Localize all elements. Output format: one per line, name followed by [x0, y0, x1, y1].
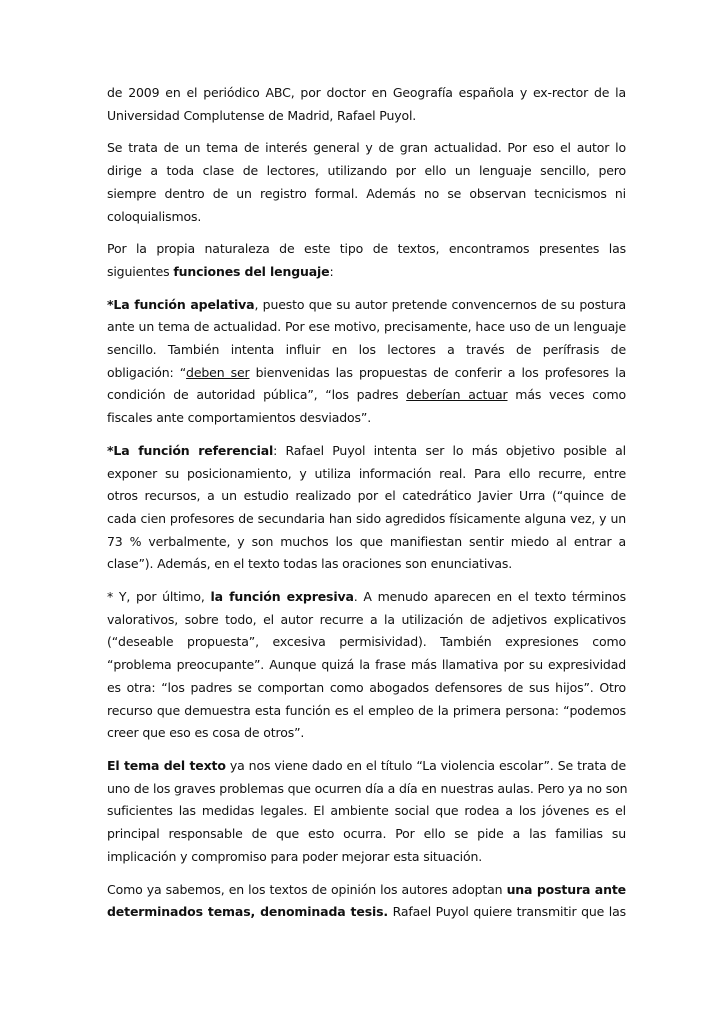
text-run: Como ya sabemos, en los textos de opinión los autores adoptan — [107, 881, 507, 897]
text-run: condición de autoridad pública”, “los padres — [107, 387, 407, 403]
text-run: , puesto que su autor pretende convencernos de su postura — [254, 296, 626, 312]
text-run: Se trata de un tema de interés general y de gran actualidad. Por eso el autor lo — [107, 140, 626, 156]
document-page — [107, 82, 626, 934]
text-run: implicación y compromiso para poder mejorar esta situación. — [107, 848, 483, 864]
bold-text: determinados temas, denominada tesis. — [107, 904, 389, 920]
bold-text: El tema del texto — [107, 757, 226, 773]
text-run: cada cien profesores de secundaria han sido agredidos físicamente alguna vez, y un — [107, 510, 626, 526]
text-run: obligación: “ — [107, 364, 187, 380]
text-run: (“deseable propuesta”, excesiva permisividad). También expresiones como — [107, 634, 626, 650]
text-run: más veces como — [507, 387, 626, 403]
text-run: principal responsable de que esto ocurra. Por ello se pide a las familias su — [107, 826, 626, 842]
text-line — [107, 238, 626, 261]
bold-text: la función expresiva — [210, 589, 354, 605]
bold-text: funciones del lenguaje — [173, 263, 330, 279]
text-line — [107, 485, 626, 508]
text-run: * Y, por último, — [107, 589, 211, 605]
text-run: “problema preocupante”. Aunque quizá la frase más llamativa por su expresividad — [107, 657, 626, 673]
text-run: siempre dentro de un registro formal. Además no se observan tecnicismos ni — [107, 185, 626, 201]
paragraph — [107, 879, 626, 924]
text-run: : — [329, 263, 334, 279]
text-line — [107, 631, 626, 654]
text-line — [107, 553, 626, 576]
text-run: . A menudo aparecen en el texto términos — [353, 589, 627, 605]
text-run: sencillo. También intenta influir en los lectores a través de perífrasis de — [107, 342, 626, 358]
text-run: uno de los graves problemas que ocurren día a día en nuestras aulas. Pero ya no son — [107, 780, 628, 796]
text-run: : Rafael Puyol intenta ser lo más objetivo posible al — [273, 442, 626, 458]
text-line — [107, 362, 626, 385]
text-line — [107, 586, 626, 609]
text-run: Por la propia naturaleza de este tipo de textos, encontramos presentes las — [107, 241, 626, 257]
text-line — [107, 879, 626, 902]
text-run: de 2009 en el periódico ABC, por doctor en Geografía española y ex-rector de la — [107, 85, 626, 100]
paragraph — [107, 137, 626, 228]
bold-text: *La función apelativa — [107, 296, 255, 312]
text-run: valorativos, sobre todo, el autor recurre a la utilización de adjetivos explicativos — [107, 611, 626, 627]
text-run: fiscales ante comportamientos desviados”. — [107, 410, 372, 426]
text-run: recurso que demuestra esta función es el empleo de la primera persona: “podemos — [107, 702, 626, 718]
text-line — [107, 137, 626, 160]
text-run: siguientes — [107, 263, 174, 279]
text-line — [107, 531, 626, 554]
text-line — [107, 294, 626, 317]
text-run: ante un tema de actualidad. Por ese motivo, precisamente, hace uso de un lenguaje — [107, 319, 626, 335]
text-run: dirige a toda clase de lectores, utilizando por ello un lenguaje sencillo, pero — [107, 163, 626, 179]
text-line — [107, 206, 626, 229]
underlined-text: deberían actuar — [406, 387, 508, 403]
text-line — [107, 755, 626, 778]
text-run: ya nos viene dado en el título “La violencia escolar”. Se trata de — [225, 757, 626, 773]
text-run: otros recursos, a un estudio realizado por el catedrático Javier Urra (“quince de — [107, 488, 626, 504]
text-line — [107, 901, 626, 924]
text-line — [107, 384, 626, 407]
text-line — [107, 160, 626, 183]
paragraph — [107, 238, 626, 283]
text-run: clase”). Además, en el texto todas las oraciones son enunciativas. — [107, 556, 513, 572]
text-line — [107, 105, 626, 128]
text-line — [107, 82, 626, 105]
paragraph — [107, 294, 626, 430]
text-run: Universidad Complutense de Madrid, Rafael Puyol. — [107, 107, 417, 123]
text-run: suficientes las medidas legales. El ambiente social que rodea a los jóvenes es el — [107, 803, 626, 819]
text-line — [107, 440, 626, 463]
text-line — [107, 316, 626, 339]
text-run: coloquialismos. — [107, 208, 202, 224]
text-line — [107, 778, 626, 801]
text-line — [107, 609, 626, 632]
text-line — [107, 183, 626, 206]
text-run: Rafael Puyol quiere transmitir que las — [388, 904, 626, 920]
text-run: es otra: “los padres se comportan como abogados defensores de sus hijos”. Otro — [107, 679, 626, 695]
text-line — [107, 261, 626, 284]
text-run: creer que eso es cosa de otros”. — [107, 725, 305, 741]
text-line — [107, 800, 626, 823]
text-line — [107, 823, 626, 846]
text-line — [107, 677, 626, 700]
paragraph — [107, 440, 626, 576]
bold-text: *La función referencial — [107, 442, 274, 458]
text-run: bienvenidas las propuestas de conferir a los profesores la — [249, 364, 626, 380]
text-line — [107, 463, 626, 486]
underlined-text: deben ser — [186, 364, 250, 380]
text-run: 73 % verbalmente, y son muchos los que manifiestan sentir miedo al entrar a — [107, 533, 626, 549]
paragraph — [107, 586, 626, 745]
text-line — [107, 722, 626, 745]
text-line — [107, 846, 626, 869]
text-line — [107, 407, 626, 430]
text-line — [107, 508, 626, 531]
paragraph — [107, 82, 626, 127]
text-line — [107, 700, 626, 723]
text-line — [107, 654, 626, 677]
text-line — [107, 339, 626, 362]
text-run: exponer su posicionamiento, y utiliza información real. Para ello recurre, entre — [107, 465, 626, 481]
paragraph — [107, 755, 626, 869]
bold-text: una postura ante — [506, 881, 626, 897]
